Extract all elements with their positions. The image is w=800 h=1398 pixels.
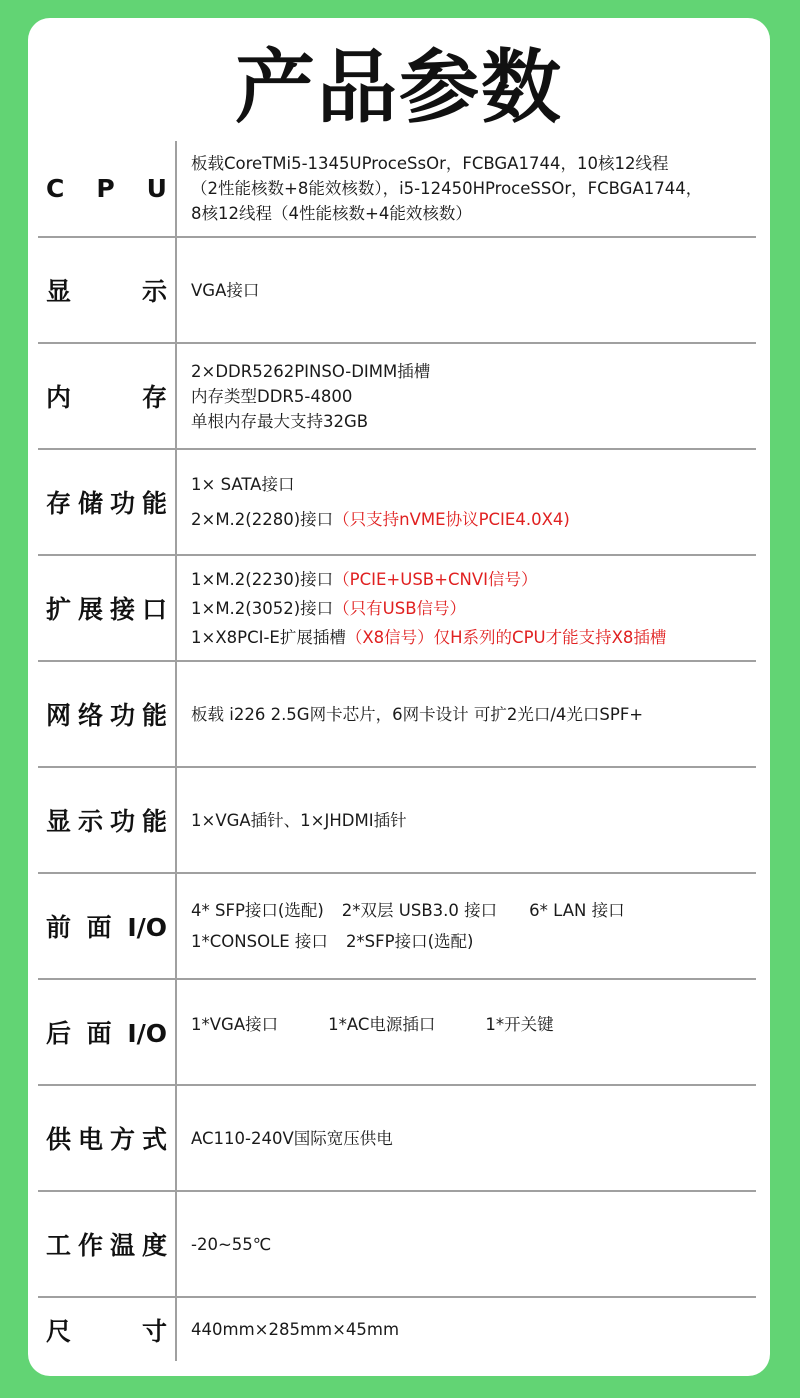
spec-row-storage	[38, 450, 756, 556]
row-value: 2×DDR5262PINSO-DIMM插槽 内存类型DDR5-4800 单根内存最大支持32GB	[191, 361, 431, 431]
spec-row-size	[38, 1298, 756, 1361]
row-value: 440mm×285mm×45mm	[191, 1320, 400, 1339]
spec-card	[28, 18, 770, 1376]
spec-row-expansion	[38, 556, 756, 662]
spec-row-front-io	[38, 874, 756, 980]
row-value: 1×M.2(2230)接口（PCIE+USB+CNVI信号） 1×M.2(3052)接口（只有USB信号） 1×X8PCI-E扩展插槽（X8信号）仅H系列的CPU才能支持X8插槽	[191, 569, 667, 647]
row-value: -20~55℃	[191, 1234, 272, 1254]
row-label: 扩展接口	[46, 595, 167, 624]
row-value: 4* SFP接口(选配) 2*双层 USB3.0 接口 6* LAN 接口 1*CONSOLE 接口 2*SFP接口(选配)	[191, 901, 625, 951]
row-label: 内 存	[46, 383, 167, 412]
spec-row-cpu	[38, 141, 756, 238]
row-label: C P U	[46, 174, 167, 203]
spec-row-display	[38, 238, 756, 344]
spec-row-temperature	[38, 1192, 756, 1298]
row-value: 板载CoreTMi5-1345UProceSsOr，FCBGA1744，10核12线程 （2性能核数+8能效核数），i5-12450HProceSSOr，FCBGA1744， 8核12线程（4性能核数+4能效核数）	[191, 154, 703, 223]
row-label: 显示功能	[46, 807, 167, 836]
row-label: 存储功能	[46, 489, 167, 518]
row-label: 网络功能	[46, 701, 167, 730]
row-label: 工作温度	[46, 1231, 167, 1260]
page-title: 产品参数	[235, 41, 563, 134]
row-label: 后面I/O	[46, 1019, 167, 1048]
row-value: AC110-240V国际宽压供电	[191, 1128, 393, 1148]
row-value: 板载 i226 2.5G网卡芯片，6网卡设计 可扩2光口/4光口SPF+	[191, 704, 644, 724]
row-label: 前面I/O	[46, 913, 167, 942]
row-value: 1× SATA接口 2×M.2(2280)接口（只支持nVME协议PCIE4.0X4)	[191, 475, 570, 529]
row-value: 1×VGA插针、1×JHDMI插针	[191, 810, 407, 830]
spec-row-rear-io	[38, 980, 756, 1086]
spec-row-network	[38, 662, 756, 768]
row-label: 供电方式	[46, 1125, 167, 1154]
spec-row-power	[38, 1086, 756, 1192]
spec-table	[38, 141, 756, 1361]
spec-row-memory	[38, 344, 756, 450]
row-label: 尺 寸	[46, 1316, 167, 1346]
row-value: VGA接口	[191, 280, 260, 300]
row-label: 显 示	[46, 277, 167, 306]
spec-row-display-function	[38, 768, 756, 874]
row-value: 1*VGA接口 1*AC电源插口 1*开关键	[191, 1015, 554, 1034]
